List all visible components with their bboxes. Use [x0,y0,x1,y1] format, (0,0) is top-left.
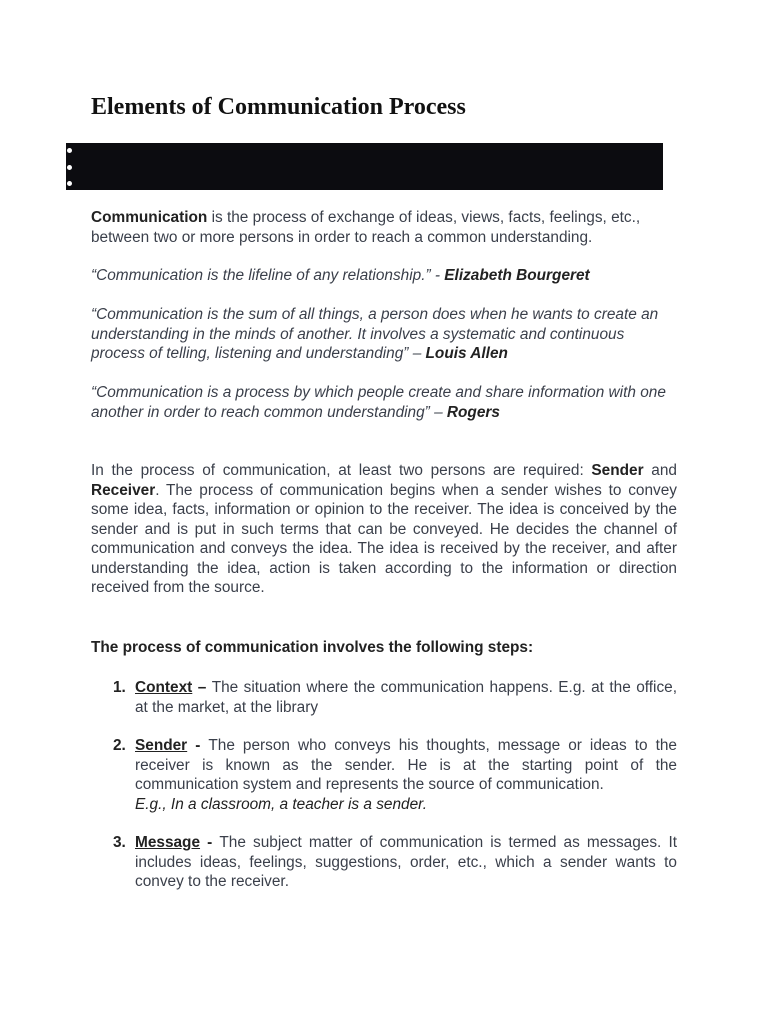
quote-author: Elizabeth Bourgeret [444,267,590,284]
document-title: Elements of Communication Process [91,94,466,120]
quote-1 [91,266,677,286]
sender-term: Sender [591,462,644,479]
process-and: and [643,462,677,479]
quote-author: Louis Allen [425,345,508,362]
bullet-icon [67,165,72,170]
quote-2 [91,305,677,364]
steps-heading: The process of communication involves the following steps: [91,639,534,656]
definition-text: is the process of exchange of ideas, views, facts, feelings, etc., between two or more persons in order to reach a common understanding. [91,209,641,246]
quote-text: “Communication is the lifeline of any relationship.” - [91,267,445,284]
process-paragraph [91,461,677,598]
step-number: 3. [113,834,126,851]
step-text: The situation where the communication happens. E.g. at the office, at the market, at the library [135,679,677,716]
bullet-icon [67,148,72,153]
process-text-2: . The process of communication begins when a sender wishes to convey some idea, facts, information or opinion to the receiver. The idea is conceived by the sender and is put in such terms that can be conveyed. He decides the channel of communication and conveys the idea. The idea is received by the receiver, and after understanding the idea, action is taken according to the information or direction received from the source. [91,481,677,596]
bullet-icon [67,181,72,186]
step-context [135,678,677,717]
definition-term: Communication [91,209,208,226]
quote-text: “Communication is a process by which people create and share information with one another in order to reach common understanding” – [91,384,666,421]
step-sender [135,736,677,814]
step-term: Context [135,679,193,696]
process-text-1: In the process of communication, at least two persons are required: [91,462,592,479]
step-separator: - [187,737,209,754]
redacted-banner [66,143,663,190]
quote-text: “Communication is the sum of all things, a person does when he wants to create an understanding in the minds of another. It involves a systematic and continuous process of telling, listening and understanding” – [91,306,659,362]
step-number: 1. [113,679,126,696]
step-message [135,833,677,892]
step-text: The subject matter of communication is termed as messages. It includes ideas, feelings, suggestions, order, etc., which a sender wants to convey to the receiver. [135,834,677,890]
receiver-term: Receiver [91,481,156,499]
step-term: Sender [135,737,188,754]
step-term: Message [135,834,201,851]
step-separator: - [200,834,220,851]
quote-author: Rogers [446,403,500,421]
step-number: 2. [113,737,126,754]
step-separator: – [192,679,212,696]
quote-3 [91,383,677,422]
definition-paragraph [91,208,677,247]
step-example: E.g., In a classroom, a teacher is a sender. [135,795,427,813]
step-text: The person who conveys his thoughts, message or ideas to the receiver is known as the sender. He is at the starting point of the communication system and represents the source of communication. [135,737,677,793]
